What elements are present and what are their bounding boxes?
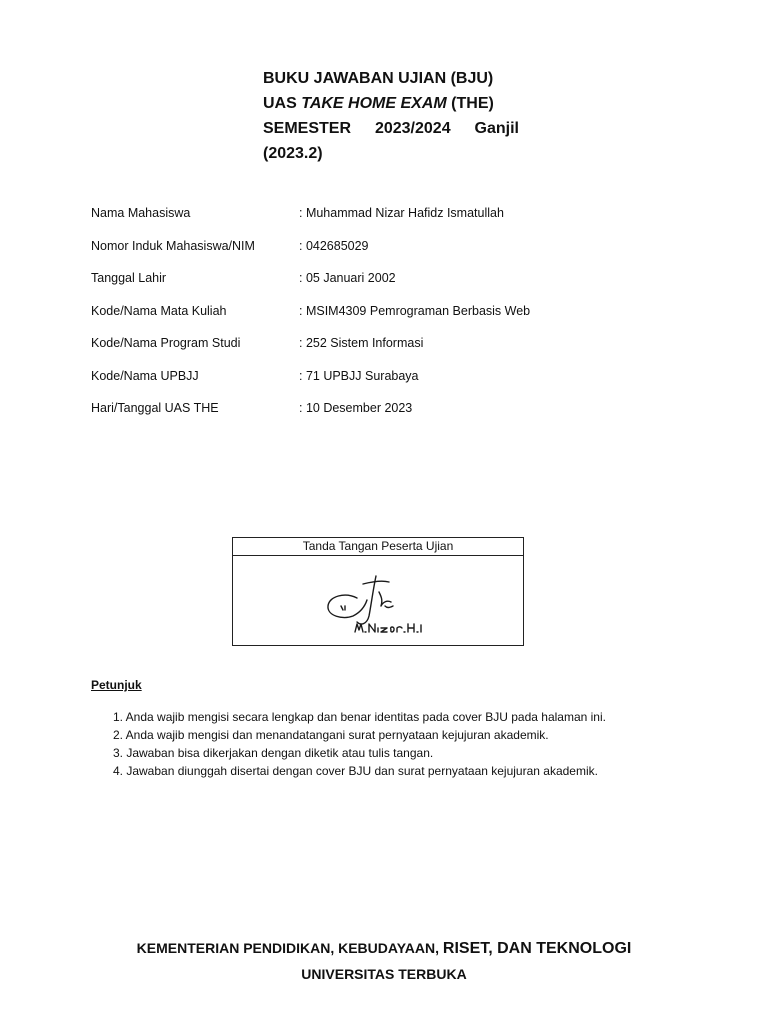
- info-label: Kode/Nama Mata Kuliah: [91, 303, 227, 318]
- title-take-home-exam: TAKE HOME EXAM: [301, 95, 447, 112]
- info-label: Tanggal Lahir: [91, 271, 167, 285]
- instructions-list: [91, 708, 606, 780]
- instruction-item: 2. Anda wajib mengisi dan menandatangani surat pernyataan kejujuran akademik.: [113, 728, 549, 742]
- title-line-2: [263, 91, 519, 116]
- title-the: (THE): [451, 95, 494, 112]
- info-label: Kode/Nama UPBJJ: [91, 368, 199, 383]
- handwritten-signature: [321, 562, 441, 644]
- university-name: UNIVERSITAS TERBUKA: [301, 966, 467, 982]
- instructions-section: [91, 678, 606, 780]
- info-value: : Muhammad Nizar Hafidz Ismatullah: [299, 206, 504, 220]
- document-title: [263, 66, 519, 166]
- info-value: : MSIM4309 Pemrograman Berbasis Web: [299, 303, 531, 318]
- instructions-heading: Petunjuk: [91, 678, 142, 692]
- signature-box: [232, 537, 524, 646]
- signature-area: [233, 556, 523, 646]
- title-semester: SEMESTER: [263, 120, 352, 137]
- info-value: : 10 Desember 2023: [299, 401, 413, 415]
- title-line-1: BUKU JAWABAN UJIAN (BJU): [263, 70, 494, 87]
- ministry-name-part2: RISET, DAN TEKNOLOGI: [442, 940, 632, 957]
- info-value: : 05 Januari 2002: [299, 271, 396, 285]
- instruction-item: 3. Jawaban bisa dikerjakan dengan diketik atau tulis tangan.: [113, 746, 434, 760]
- ministry-name-part1: KEMENTERIAN PENDIDIKAN, KEBUDAYAAN,: [136, 940, 439, 956]
- info-value: : 252 Sistem Informasi: [299, 336, 424, 350]
- title-line-4: (2023.2): [263, 145, 323, 162]
- title-uas: UAS: [263, 95, 297, 112]
- instruction-item: 1. Anda wajib mengisi secara lengkap dan benar identitas pada cover BJU pada halaman ini.: [113, 710, 606, 724]
- info-label: Nama Mahasiswa: [91, 206, 191, 220]
- title-line-3: [263, 116, 519, 141]
- title-year: 2023/2024: [374, 120, 451, 137]
- instruction-item: 4. Jawaban diunggah disertai dengan cover BJU dan surat pernyataan kejujuran akademik.: [113, 764, 598, 778]
- ministry-name: [0, 940, 768, 958]
- info-label: Nomor Induk Mahasiswa/NIM: [91, 238, 255, 253]
- info-label: Hari/Tanggal UAS THE: [91, 401, 219, 415]
- title-term: Ganjil: [474, 120, 519, 137]
- info-value: : 71 UPBJJ Surabaya: [299, 368, 419, 383]
- signature-heading: Tanda Tangan Peserta Ujian: [233, 538, 523, 556]
- info-value: : 042685029: [299, 238, 369, 253]
- info-label: Kode/Nama Program Studi: [91, 336, 241, 350]
